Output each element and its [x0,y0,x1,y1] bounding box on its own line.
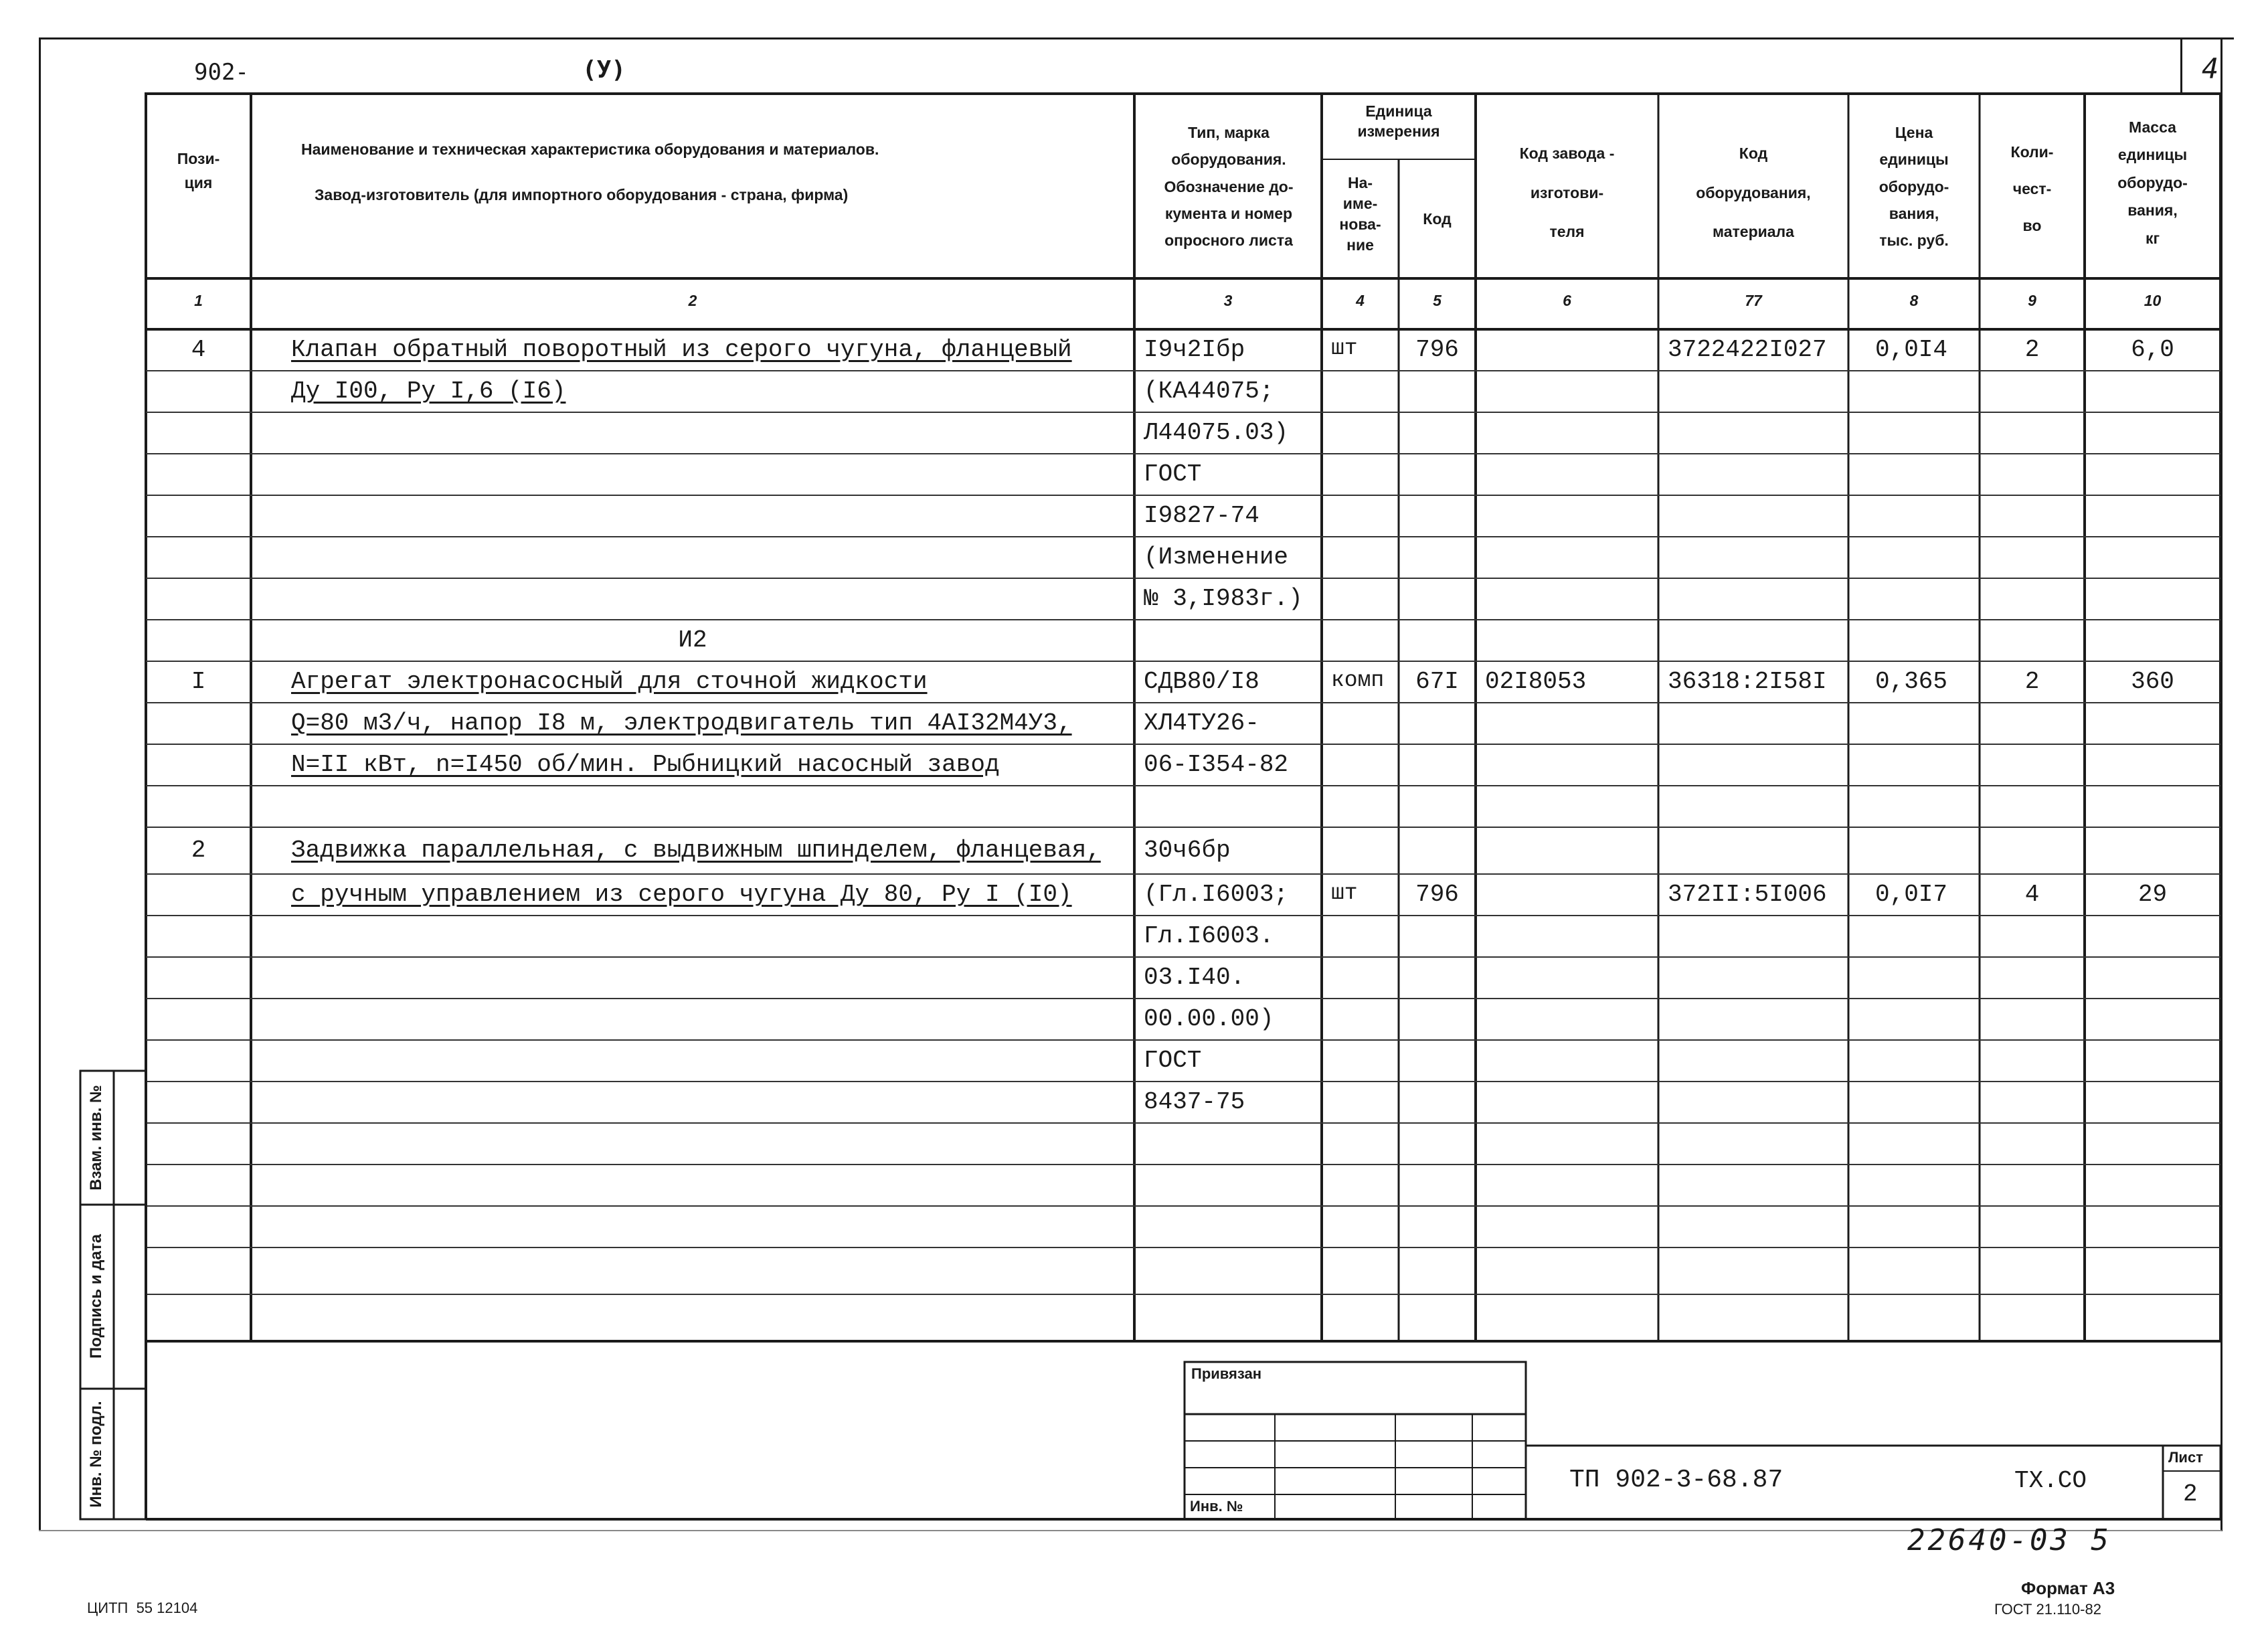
left-footer-code: ЦИТП 55 12104 [87,1600,198,1616]
row-factory-code: 02I8053 [1485,668,1587,695]
side-label-inv-podl: Инв. № подл. [87,1401,105,1508]
row-quantity: 2 [2024,336,2040,363]
col-header-name-line2: Завод-изготовитель (для импортного оборудования - страна, фирма) [315,186,849,203]
row-type: 06-I354-82 [1144,751,1289,778]
col-header-position: Пози- ция [177,150,220,191]
col-header-unit-code: Код [1423,210,1452,228]
col-header-name-line1: Наименование и техническая характеристика оборудования и материалов. [301,141,879,158]
row-type: 00.00.00) [1144,1005,1274,1033]
row-quantity: 2 [2024,668,2040,695]
archive-number: 22640-03 5 [1907,1523,2111,1557]
row-mass: 360 [2131,668,2174,695]
stamp-mark: ТХ.СО [2014,1467,2087,1494]
row-type: 30ч6бр [1144,837,1231,864]
row-price: 0,0I4 [1875,336,1948,363]
row-type: Гл.I6003. [1144,922,1274,950]
row-position: I [191,668,206,695]
row-equipment-code: 372II:5I006 [1668,881,1827,908]
stamp-list-label: Лист [2168,1449,2203,1466]
col-header-equipment-code: Код оборудования, материала [1696,145,1811,241]
row-name: Ду I00, Ру I,6 (I6) [291,377,566,405]
column-number: 9 [2028,292,2036,309]
row-type: ХЛ4ТУ26- [1144,709,1259,737]
row-unit-code: 796 [1415,881,1459,908]
column-number: 2 [688,292,697,309]
row-type: № 3,I983г.) [1144,585,1303,612]
row-type: СДВ80/I8 [1144,668,1259,695]
col-header-factory-code: Код завода - изготови- теля [1519,145,1615,241]
doc-prefix: 902- [194,59,249,86]
stamp-privyazan: Привязан [1191,1365,1262,1382]
row-price: 0,365 [1875,668,1948,695]
page-corner-number: 4 [2202,52,2219,85]
right-footer-code: ГОСТ 21.110-82 [1994,1601,2101,1618]
col-header-type: Тип, марка оборудования. Обозначение до- кумента и номер опросного листа [1164,124,1294,249]
side-label-vzam: Взам. инв. № [87,1085,105,1191]
row-type: (КА44075; [1144,377,1274,405]
column-number: 3 [1223,292,1233,309]
row-unit-code: 796 [1415,336,1459,363]
row-equipment-code: 36318:2I58I [1668,668,1827,695]
row-name: Клапан обратный поворотный из серого чугуна, фланцевый [291,336,1072,363]
row-position: 4 [191,336,206,363]
col-header-price: Цена единицы оборудо- вания, тыс. руб. [1879,124,1949,249]
row-unit-name: комп [1331,668,1385,693]
row-mass: 6,0 [2131,336,2174,363]
row-type: ГОСТ [1144,460,1202,488]
row-type: I9ч2Iбр [1144,336,1245,363]
column-number: 10 [2144,292,2162,309]
row-name: с ручным управлением из серого чугуна Ду 80, Ру I (I0) [291,881,1072,908]
row-position: 2 [191,837,206,864]
row-mass: 29 [2138,881,2168,908]
column-number: 4 [1356,292,1365,309]
col-header-unit-name: На- име- нова- ние [1339,174,1381,254]
column-number: 8 [1909,292,1919,309]
row-type: ГОСТ [1144,1047,1202,1074]
row-name: N=II кВт, n=I450 об/мин. Рыбницкий насосный завод [291,751,1000,778]
row-type: 8437-75 [1144,1088,1245,1116]
row-name: Агрегат электронасосный для сточной жидкости [291,668,928,695]
side-label-podpis: Подпись и дата [87,1234,105,1359]
col-header-quantity: Коли- чест- во [2010,143,2054,235]
row-name: И2 [678,626,707,654]
column-number: 1 [194,292,203,309]
row-type: I9827-74 [1144,502,1259,529]
row-price: 0,0I7 [1875,881,1948,908]
stamp-list-number: 2 [2183,1480,2198,1508]
row-unit-code: 67I [1415,668,1459,695]
row-unit-name: шт [1331,336,1358,361]
row-type: 03.I40. [1144,964,1245,991]
doc-letter: (У) [582,56,626,84]
row-type: (Гл.I6003; [1144,881,1289,908]
format-label: Формат А3 [2021,1578,2115,1598]
row-type: (Изменение [1144,543,1289,571]
stamp-inv-no: Инв. № [1190,1498,1243,1515]
column-number: 5 [1433,292,1442,309]
col-header-mass: Масса единицы оборудо- вания, кг [2117,118,2188,247]
stamp-doc-code: ТП 902-3-68.87 [1569,1466,1783,1494]
column-number: 77 [1745,292,1762,309]
row-name: Задвижка параллельная, с выдвижным шпинделем, фланцевая, [291,837,1101,864]
row-quantity: 4 [2024,881,2040,908]
row-equipment-code: 3722422I027 [1668,336,1827,363]
row-type: Л44075.03) [1144,419,1289,446]
column-number: 6 [1563,292,1571,309]
row-unit-name: шт [1331,881,1358,906]
row-name: Q=80 м3/ч, напор I8 м, электродвигатель тип 4АI32М4У3, [291,709,1072,737]
col-header-unit-group: Единица измерения [1357,102,1440,140]
